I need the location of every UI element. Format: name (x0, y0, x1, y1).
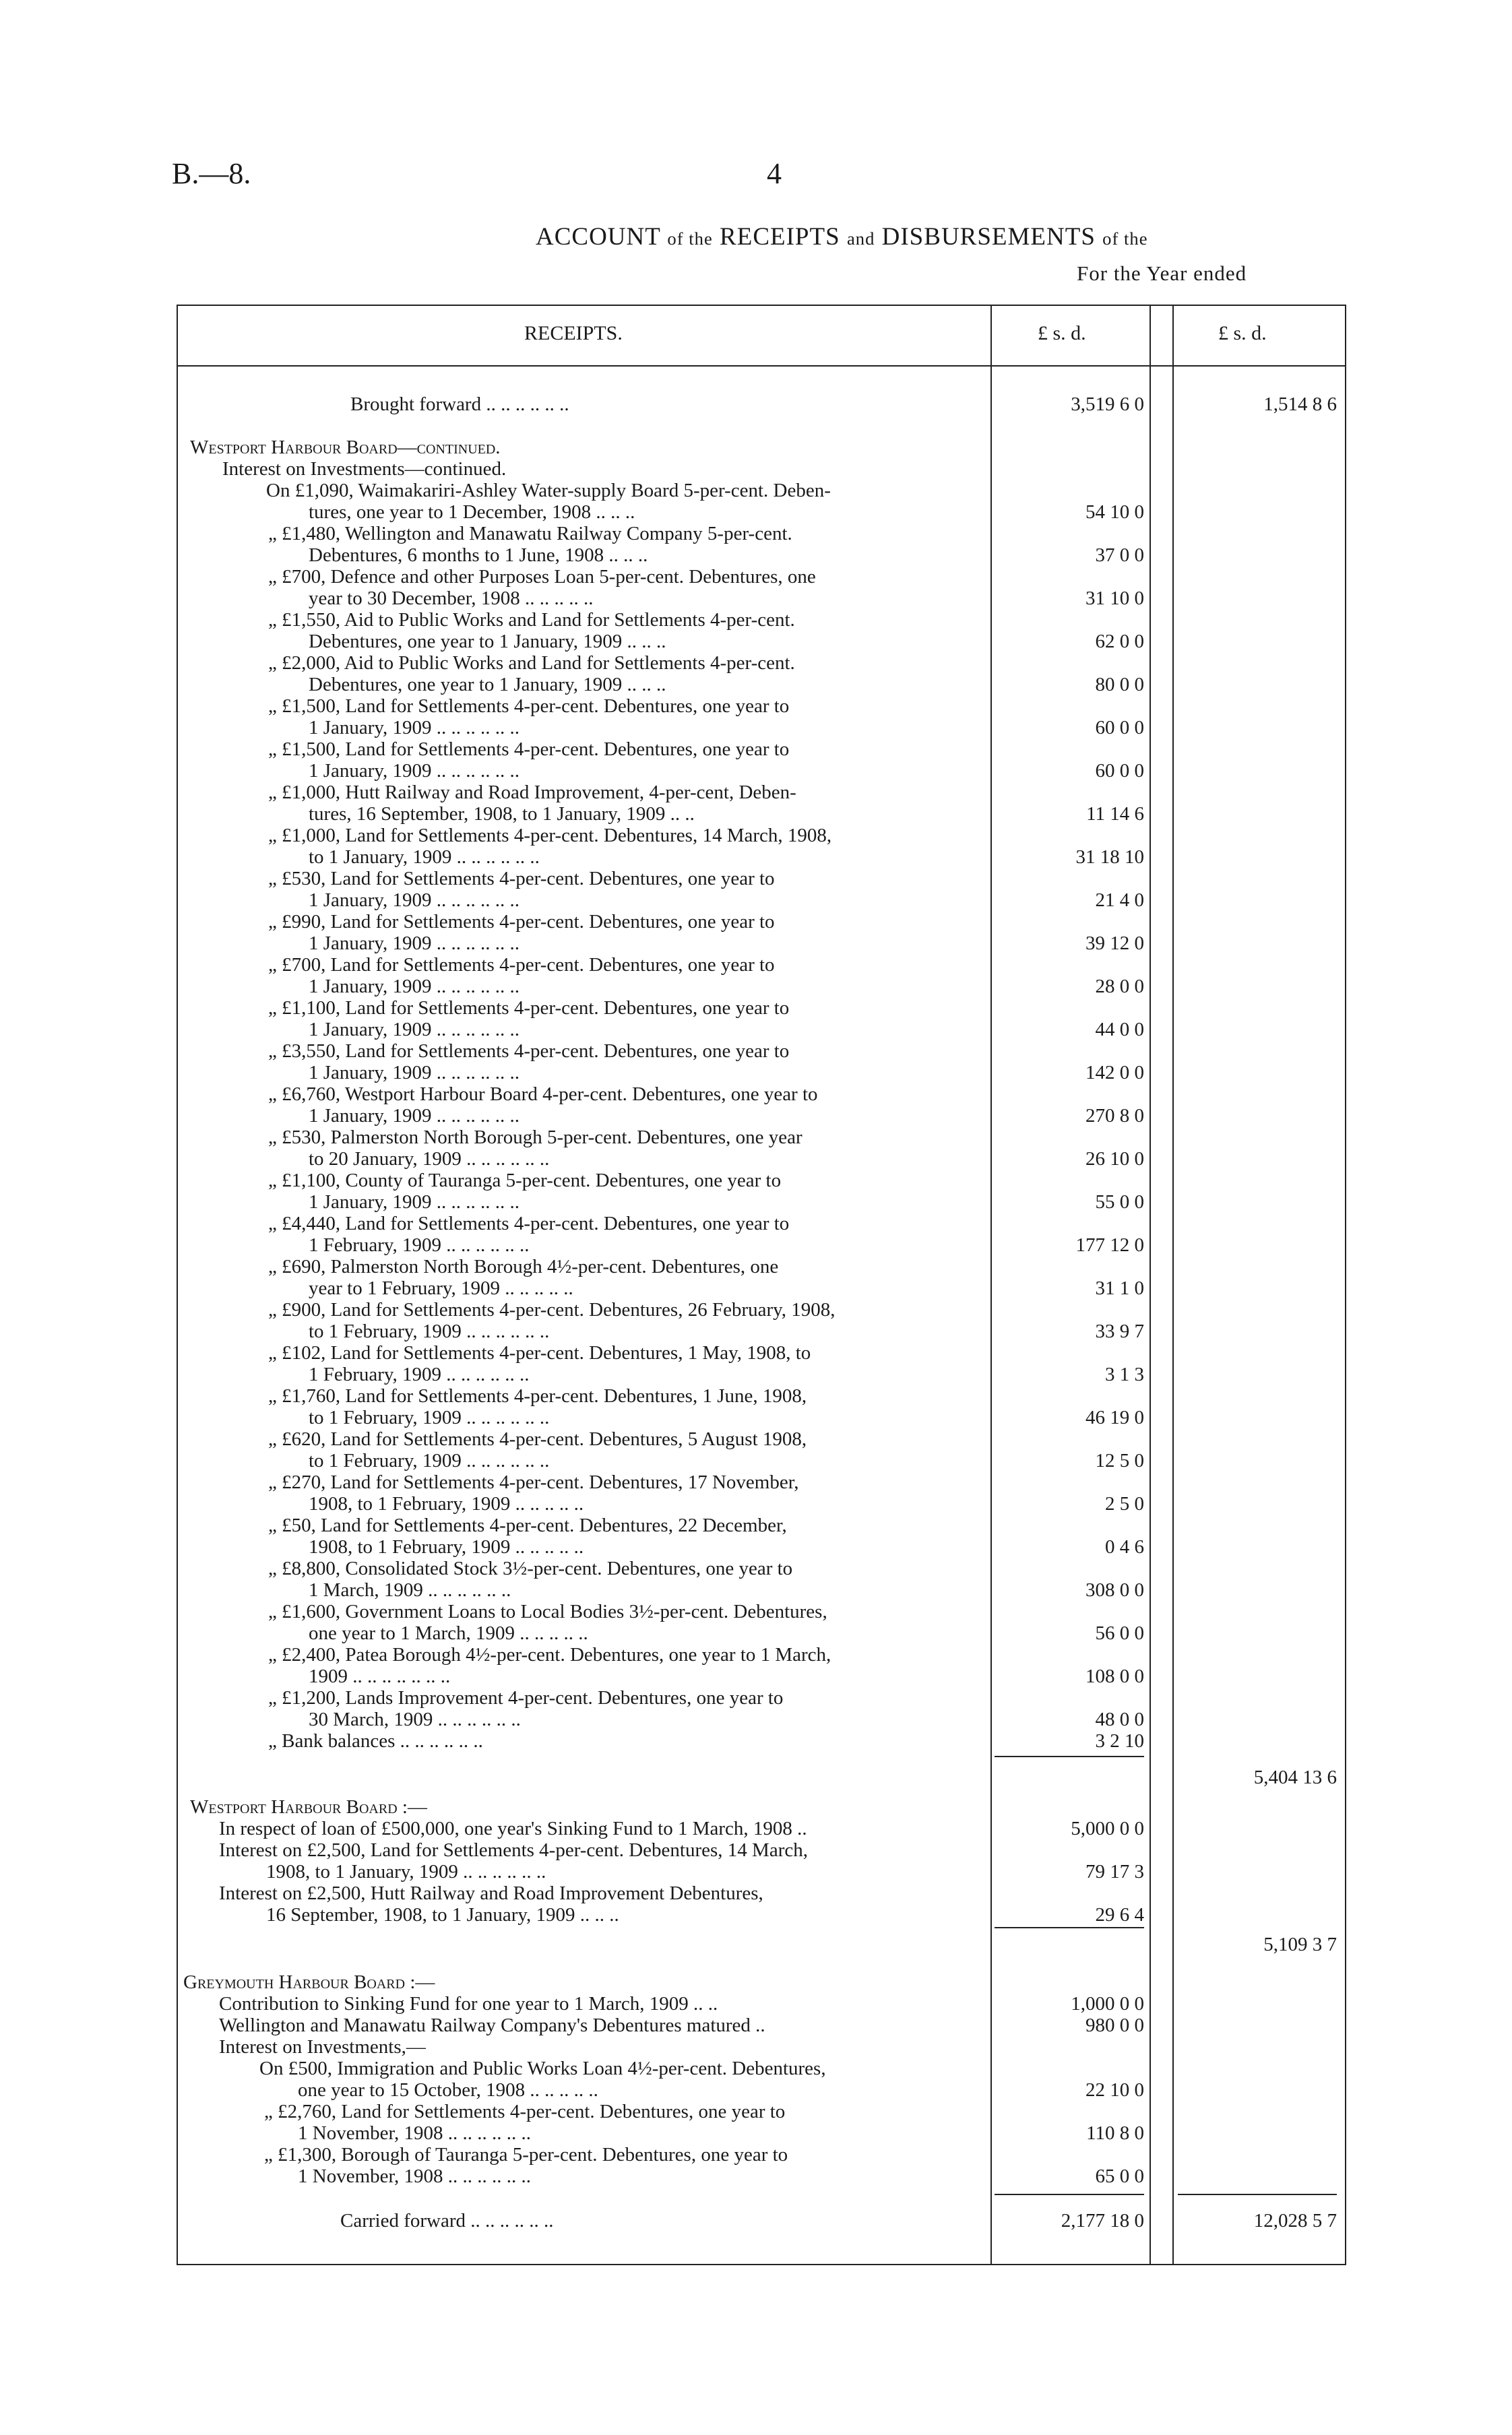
title-of-the-2: of the (1102, 228, 1148, 249)
list-item: 1908, to 1 January, 1909 .. .. .. .. .. .. (266, 1861, 546, 1883)
amount-pounds: 33 9 7 (1095, 1321, 1144, 1342)
amount-pounds: 31 18 10 (1075, 846, 1144, 868)
list-item: „ £1,600, Government Loans to Local Bodies 3½-per-cent. Debentures, (268, 1601, 827, 1622)
amount-pounds: 31 10 0 (1085, 588, 1144, 609)
amount-pounds: 11 14 6 (1086, 803, 1144, 825)
list-item: Interest on £2,500, Land for Settlements 4-per-cent. Debentures, 14 March, (219, 1839, 808, 1861)
list-item: „ £700, Defence and other Purposes Loan 5-per-cent. Debentures, one (268, 566, 816, 588)
list-item: 1 January, 1909 .. .. .. .. .. .. (309, 932, 520, 954)
section-heading-text: Westport Harbour Board :— (190, 1796, 427, 1818)
list-item: 1 March, 1909 .. .. .. .. .. .. (309, 1579, 511, 1601)
column-divider-2 (1149, 305, 1151, 2265)
list-item: 1908, to 1 February, 1909 .. .. .. .. .. (309, 1493, 584, 1515)
list-item: to 1 February, 1909 .. .. .. .. .. .. (309, 1321, 550, 1342)
amount-pounds: 980 0 0 (1085, 2015, 1144, 2036)
list-item: Wellington and Manawatu Railway Company's Debentures matured .. (219, 2015, 765, 2036)
amount-pounds: 31 1 0 (1095, 1277, 1144, 1299)
list-item: „ £620, Land for Settlements 4-per-cent. Debentures, 5 August 1908, (268, 1428, 807, 1450)
list-item: „ £6,760, Westport Harbour Board 4-per-cent. Debentures, one year to (268, 1083, 818, 1105)
amount-pounds: 48 0 0 (1095, 1709, 1144, 1730)
subtotal-amount: 5,404 13 6 (1253, 1767, 1337, 1788)
amount-pounds: 3 1 3 (1105, 1364, 1144, 1385)
list-item: Interest on £2,500, Hutt Railway and Road Improvement Debentures, (219, 1883, 763, 1904)
list-item: „ £2,000, Aid to Public Works and Land for Settlements 4-per-cent. (268, 652, 795, 674)
amount-pounds: 177 12 0 (1075, 1234, 1144, 1256)
subsection-heading: Interest on Investments,— (219, 2036, 426, 2058)
amount-pounds: 21 4 0 (1095, 889, 1144, 911)
amount-pounds: 54 10 0 (1085, 501, 1144, 523)
column-2-header: £ s. d. (1218, 322, 1267, 344)
amount-pounds: 22 10 0 (1085, 2079, 1144, 2101)
amount-pounds: 37 0 0 (1095, 544, 1144, 566)
list-item: „ £1,500, Land for Settlements 4-per-cent. Debentures, one year to (268, 695, 790, 717)
amount-pounds: 80 0 0 (1095, 674, 1144, 695)
list-item: „ £530, Palmerston North Borough 5-per-cent. Debentures, one year (268, 1127, 802, 1148)
list-item: 1 November, 1908 .. .. .. .. .. .. (298, 2122, 531, 2144)
list-item: to 1 February, 1909 .. .. .. .. .. .. (309, 1407, 550, 1428)
receipts-header: RECEIPTS. (524, 322, 623, 344)
list-item: 1 January, 1909 .. .. .. .. .. .. (309, 1105, 520, 1127)
list-item: 1 January, 1909 .. .. .. .. .. .. (309, 717, 520, 738)
list-item: 16 September, 1908, to 1 January, 1909 .. .. .. (266, 1904, 619, 1926)
list-item: „ £990, Land for Settlements 4-per-cent. Debentures, one year to (268, 911, 775, 932)
amount-pounds: 12 5 0 (1095, 1450, 1144, 1472)
list-item: On £500, Immigration and Public Works Loan 4½-per-cent. Debentures, (259, 2058, 826, 2079)
amount-total: 1,514 8 6 (1263, 393, 1337, 415)
list-item: „ Bank balances .. .. .. .. .. .. (268, 1730, 483, 1752)
subtotal-rule (995, 1927, 1144, 1928)
list-item: 30 March, 1909 .. .. .. .. .. .. (309, 1709, 521, 1730)
list-item: „ £2,760, Land for Settlements 4-per-cent. Debentures, one year to (264, 2101, 786, 2122)
list-item: tures, one year to 1 December, 1908 .. .. .. (309, 501, 635, 523)
section-heading (190, 1796, 427, 1818)
list-item: 1 February, 1909 .. .. .. .. .. .. (309, 1234, 530, 1256)
carried-forward-label: Carried forward .. .. .. .. .. .. (340, 2210, 554, 2232)
list-item: year to 1 February, 1909 .. .. .. .. .. (309, 1277, 573, 1299)
list-item: „ £1,300, Borough of Tauranga 5-per-cent. Debentures, one year to (264, 2144, 788, 2165)
list-item: „ £1,760, Land for Settlements 4-per-cent. Debentures, 1 June, 1908, (268, 1385, 807, 1407)
amount-pounds: 39 12 0 (1085, 932, 1144, 954)
amount-pounds: 29 6 4 (1095, 1904, 1144, 1926)
list-item: 1 January, 1909 .. .. .. .. .. .. (309, 1062, 520, 1083)
list-item: 1 February, 1909 .. .. .. .. .. .. (309, 1364, 530, 1385)
list-item: „ £690, Palmerston North Borough 4½-per-cent. Debentures, one (268, 1256, 779, 1277)
list-item: Debentures, one year to 1 January, 1909 .. .. .. (309, 674, 666, 695)
list-item: Contribution to Sinking Fund for one year to 1 March, 1909 .. .. (219, 1993, 718, 2015)
section-heading-text: Westport Harbour Board—continued. (190, 437, 501, 458)
list-item: tures, 16 September, 1908, to 1 January, 1909 .. .. (309, 803, 695, 825)
list-item: In respect of loan of £500,000, one year's Sinking Fund to 1 March, 1908 .. (219, 1818, 807, 1839)
page-subtitle: For the Year ended (1077, 261, 1247, 285)
list-item: one year to 15 October, 1908 .. .. .. .. .. (298, 2079, 598, 2101)
list-item: „ £1,480, Wellington and Manawatu Railway Company 5-per-cent. (268, 523, 792, 544)
carried-forward-total: 12,028 5 7 (1253, 2210, 1337, 2232)
amount-pounds: 3 2 10 (1095, 1730, 1144, 1752)
list-item: „ £1,100, County of Tauranga 5-per-cent. Debentures, one year to (268, 1170, 782, 1191)
brought-forward-label: Brought forward .. .. .. .. .. .. (350, 393, 569, 415)
amount-pounds: 142 0 0 (1085, 1062, 1144, 1083)
amount-pounds: 65 0 0 (1095, 2165, 1144, 2187)
list-item: Debentures, one year to 1 January, 1909 .. .. .. (309, 631, 666, 652)
amount-pounds: 2 5 0 (1105, 1493, 1144, 1515)
subsection-heading: Interest on Investments—continued. (222, 458, 507, 480)
column-divider-3 (1172, 305, 1174, 2265)
list-item: „ £270, Land for Settlements 4-per-cent. Debentures, 17 November, (268, 1472, 799, 1493)
section-heading (190, 437, 501, 458)
list-item: „ £2,400, Patea Borough 4½-per-cent. Debentures, one year to 1 March, (268, 1644, 831, 1666)
amount-pounds: 46 19 0 (1085, 1407, 1144, 1428)
list-item: „ £102, Land for Settlements 4-per-cent. Debentures, 1 May, 1908, to (268, 1342, 811, 1364)
column-1-header: £ s. d. (1038, 322, 1086, 344)
list-item: „ £1,100, Land for Settlements 4-per-cent. Debentures, one year to (268, 997, 790, 1019)
title-of-the-1: of the (667, 228, 713, 249)
amount-pounds: 44 0 0 (1095, 1019, 1144, 1040)
list-item: „ £3,550, Land for Settlements 4-per-cent. Debentures, one year to (268, 1040, 790, 1062)
list-item: 1 January, 1909 .. .. .. .. .. .. (309, 760, 520, 782)
subtotal-amount: 5,109 3 7 (1263, 1934, 1337, 1955)
amount-pounds: 5,000 0 0 (1071, 1818, 1144, 1839)
amount-pounds: 60 0 0 (1095, 760, 1144, 782)
header-divider (177, 365, 1346, 367)
list-item: 1 January, 1909 .. .. .. .. .. .. (309, 1191, 520, 1213)
amount-pounds: 110 8 0 (1086, 2122, 1144, 2144)
title-receipts: RECEIPTS (720, 223, 840, 251)
amount-pounds: 55 0 0 (1095, 1191, 1144, 1213)
list-item: Debentures, 6 months to 1 June, 1908 .. .. .. (309, 544, 648, 566)
subtotal-rule (995, 1756, 1144, 1757)
list-item: „ £1,000, Hutt Railway and Road Improvement, 4-per-cent, Deben- (268, 782, 796, 803)
list-item: „ £4,440, Land for Settlements 4-per-cent. Debentures, one year to (268, 1213, 790, 1234)
page-number: 4 (767, 157, 782, 190)
list-item: to 1 January, 1909 .. .. .. .. .. .. (309, 846, 540, 868)
amount-pounds: 308 0 0 (1085, 1579, 1144, 1601)
amount-pounds: 28 0 0 (1095, 976, 1144, 997)
list-item: to 20 January, 1909 .. .. .. .. .. .. (309, 1148, 550, 1170)
list-item: „ £1,500, Land for Settlements 4-per-cent. Debentures, one year to (268, 738, 790, 760)
list-item: 1909 .. .. .. .. .. .. .. (309, 1666, 451, 1687)
list-item: On £1,090, Waimakariri-Ashley Water-supply Board 5-per-cent. Deben- (266, 480, 831, 501)
list-item: to 1 February, 1909 .. .. .. .. .. .. (309, 1450, 550, 1472)
amount-pounds: 56 0 0 (1095, 1622, 1144, 1644)
list-item: 1 January, 1909 .. .. .. .. .. .. (309, 976, 520, 997)
amount-pounds: 1,000 0 0 (1071, 1993, 1144, 2015)
section-heading (183, 1971, 435, 1993)
list-item: „ £1,200, Lands Improvement 4-per-cent. Debentures, one year to (268, 1687, 784, 1709)
amount-pounds: 60 0 0 (1095, 717, 1144, 738)
amount-pounds: 108 0 0 (1085, 1666, 1144, 1687)
section-heading-text: Greymouth Harbour Board :— (183, 1971, 435, 1993)
list-item: „ £1,550, Aid to Public Works and Land for Settlements 4-per-cent. (268, 609, 795, 631)
amount-pounds: 62 0 0 (1095, 631, 1144, 652)
amount-pounds: 26 10 0 (1085, 1148, 1144, 1170)
list-item: „ £700, Land for Settlements 4-per-cent. Debentures, one year to (268, 954, 775, 976)
list-item: „ £900, Land for Settlements 4-per-cent. Debentures, 26 February, 1908, (268, 1299, 836, 1321)
carried-forward-amount: 2,177 18 0 (1061, 2210, 1144, 2232)
list-item: year to 30 December, 1908 .. .. .. .. .. (309, 588, 594, 609)
page-title (536, 222, 1148, 251)
list-item: „ £530, Land for Settlements 4-per-cent. Debentures, one year to (268, 868, 775, 889)
total-rule (995, 2194, 1144, 2195)
list-item: 1908, to 1 February, 1909 .. .. .. .. .. (309, 1536, 584, 1558)
title-and: and (846, 228, 875, 249)
list-item: 1 November, 1908 .. .. .. .. .. .. (298, 2165, 531, 2187)
title-disbursements: DISBURSEMENTS (881, 223, 1096, 251)
total-rule (1178, 2194, 1337, 2195)
amount-pounds: 3,519 6 0 (1071, 393, 1144, 415)
amount-pounds: 79 17 3 (1085, 1861, 1144, 1883)
document-reference: B.—8. (172, 157, 251, 190)
list-item: „ £1,000, Land for Settlements 4-per-cent. Debentures, 14 March, 1908, (268, 825, 832, 846)
list-item: „ £50, Land for Settlements 4-per-cent. Debentures, 22 December, (268, 1515, 787, 1536)
amount-pounds: 0 4 6 (1105, 1536, 1144, 1558)
list-item: one year to 1 March, 1909 .. .. .. .. .. (309, 1622, 588, 1644)
list-item: 1 January, 1909 .. .. .. .. .. .. (309, 889, 520, 911)
amount-pounds: 270 8 0 (1085, 1105, 1144, 1127)
column-divider-1 (990, 305, 992, 2265)
title-account: ACCOUNT (536, 223, 661, 251)
list-item: „ £8,800, Consolidated Stock 3½-per-cent. Debentures, one year to (268, 1558, 793, 1579)
list-item: 1 January, 1909 .. .. .. .. .. .. (309, 1019, 520, 1040)
